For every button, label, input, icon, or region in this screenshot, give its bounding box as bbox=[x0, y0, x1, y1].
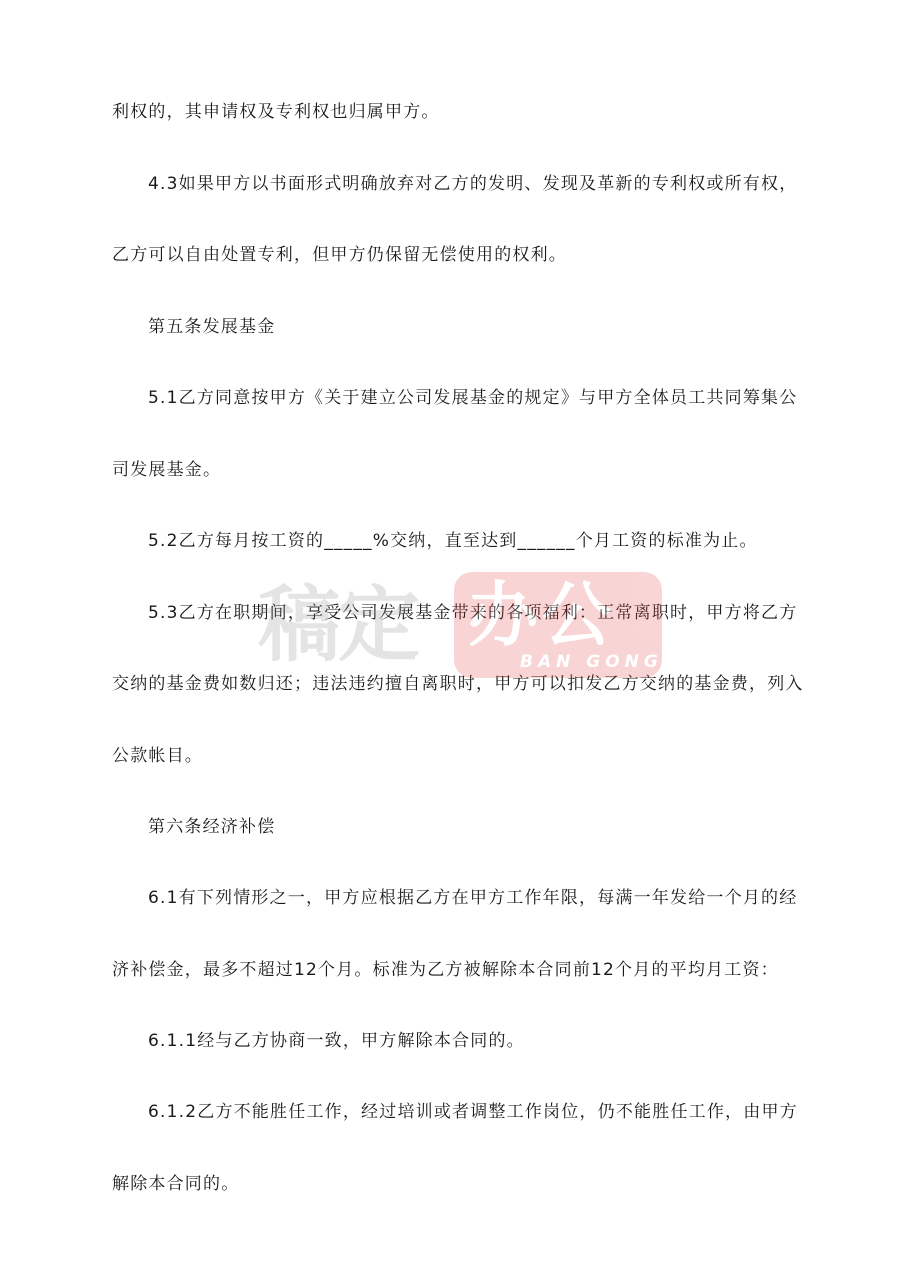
paragraph-line: 6.1.1经与乙方协商一致，甲方解除本合同的。 bbox=[148, 1031, 525, 1051]
paragraph-line: 济补偿金，最多不超过12个月。标准为乙方被解除本合同前12个月的平均月工资： bbox=[112, 960, 779, 980]
watermark-left-text: 稿定 bbox=[258, 578, 419, 673]
watermark-logo bbox=[258, 572, 668, 682]
section-heading: 第五条发展基金 bbox=[148, 317, 276, 337]
paragraph-line: 6.1有下列情形之一，甲方应根据乙方在甲方工作年限，每满一年发给一个月的经 bbox=[148, 888, 798, 908]
paragraph-line: 5.2乙方每月按工资的_____%交纳，直至达到______个月工资的标准为止。 bbox=[148, 531, 758, 551]
paragraph-line: 利权的，其申请权及专利权也归属甲方。 bbox=[112, 102, 440, 122]
paragraph-line: 5.1乙方同意按甲方《关于建立公司发展基金的规定》与甲方全体员工共同筹集公 bbox=[148, 388, 798, 408]
paragraph-line: 6.1.2乙方不能胜任工作，经过培训或者调整工作岗位，仍不能胜任工作，由甲方 bbox=[148, 1102, 798, 1122]
paragraph-line: 司发展基金。 bbox=[112, 460, 222, 480]
paragraph-line: 交纳的基金费如数归还；违法违约擅自离职时，甲方可以扣发乙方交纳的基金费，列入 bbox=[112, 674, 804, 694]
watermark-badge bbox=[454, 572, 662, 678]
paragraph-line: 解除本合同的。 bbox=[112, 1174, 240, 1194]
watermark-sub-text: BAN GONG bbox=[520, 652, 663, 672]
watermark-right-text: 办公 bbox=[468, 574, 616, 656]
paragraph-line: 4.3如果甲方以书面形式明确放弃对乙方的发明、发现及革新的专利权或所有权， bbox=[148, 174, 798, 194]
paragraph-line: 公款帐目。 bbox=[112, 746, 203, 766]
paragraph-line: 5.3乙方在职期间，享受公司发展基金带来的各项福利：正常离职时，甲方将乙方 bbox=[148, 603, 798, 623]
paragraph-line: 乙方可以自由处置专利，但甲方仍保留无偿使用的权利。 bbox=[112, 245, 567, 265]
section-heading: 第六条经济补偿 bbox=[148, 817, 276, 837]
